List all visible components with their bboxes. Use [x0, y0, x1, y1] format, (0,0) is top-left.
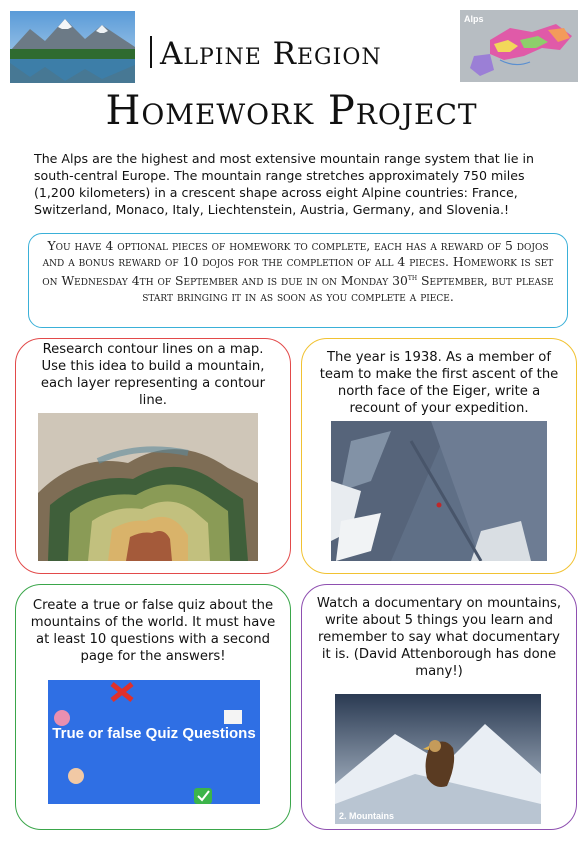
task-text: Research contour lines on a map. Use this idea to build a mountain, each layer representing a contour line.	[40, 342, 266, 408]
title-divider	[150, 36, 152, 68]
title-text-1: Alpine Region	[160, 36, 382, 72]
contour-model-image	[38, 413, 258, 561]
documentary-caption: 2. Mountains	[339, 811, 395, 821]
map-label: Alps	[464, 14, 484, 24]
task-text: Watch a documentary on mountains, write about 5 things you learn and remember to say what documentary it is. (David Attenborough has done many!)	[316, 596, 562, 679]
homework-notice	[28, 233, 568, 328]
alpine-lake-photo	[10, 11, 135, 83]
check-icon	[194, 788, 212, 804]
alps-map	[460, 10, 578, 82]
quiz-image-label: True or false Quiz Questions	[52, 725, 256, 742]
book-icon	[224, 710, 242, 724]
notice-text-1: You have 4 optional pieces of homework to complete, each has a reward of 5 dojos and a bonus reward of 10 dojos for the completion of all 4 pieces. Homework is set on Wednesday 4th of September and is due in on Monday 30	[42, 238, 554, 289]
eiger-climber-image	[331, 421, 547, 561]
person-icon	[68, 768, 84, 784]
quiz-image	[48, 680, 260, 804]
task-text: Create a true or false quiz about the mountains of the world. It must have at least 10 questions with a second page for the answers!	[30, 598, 276, 664]
title-line-1	[150, 36, 450, 72]
intro-paragraph: The Alps are the highest and most extensive mountain range system that lie in south-central Europe. The mountain range stretches approximately 750 miles (1,200 kilometers) in a crescent shape across eight Alpine countries: France, Switzerland, Monaco, Italy, Liechtenstein, Austria, Germany, and Slovenia.!	[34, 151, 534, 217]
notice-text-2: September, but please start bringing it in as soon as you complete a piece.	[142, 273, 554, 305]
mountain-eagle-image	[335, 694, 541, 824]
title-line-2: Homework Project	[105, 88, 478, 134]
notice-superscript: th	[407, 273, 418, 282]
task-text: The year is 1938. As a member of team to make the first ascent of the north face of the Eiger, write a recount of your expedition.	[319, 350, 559, 416]
